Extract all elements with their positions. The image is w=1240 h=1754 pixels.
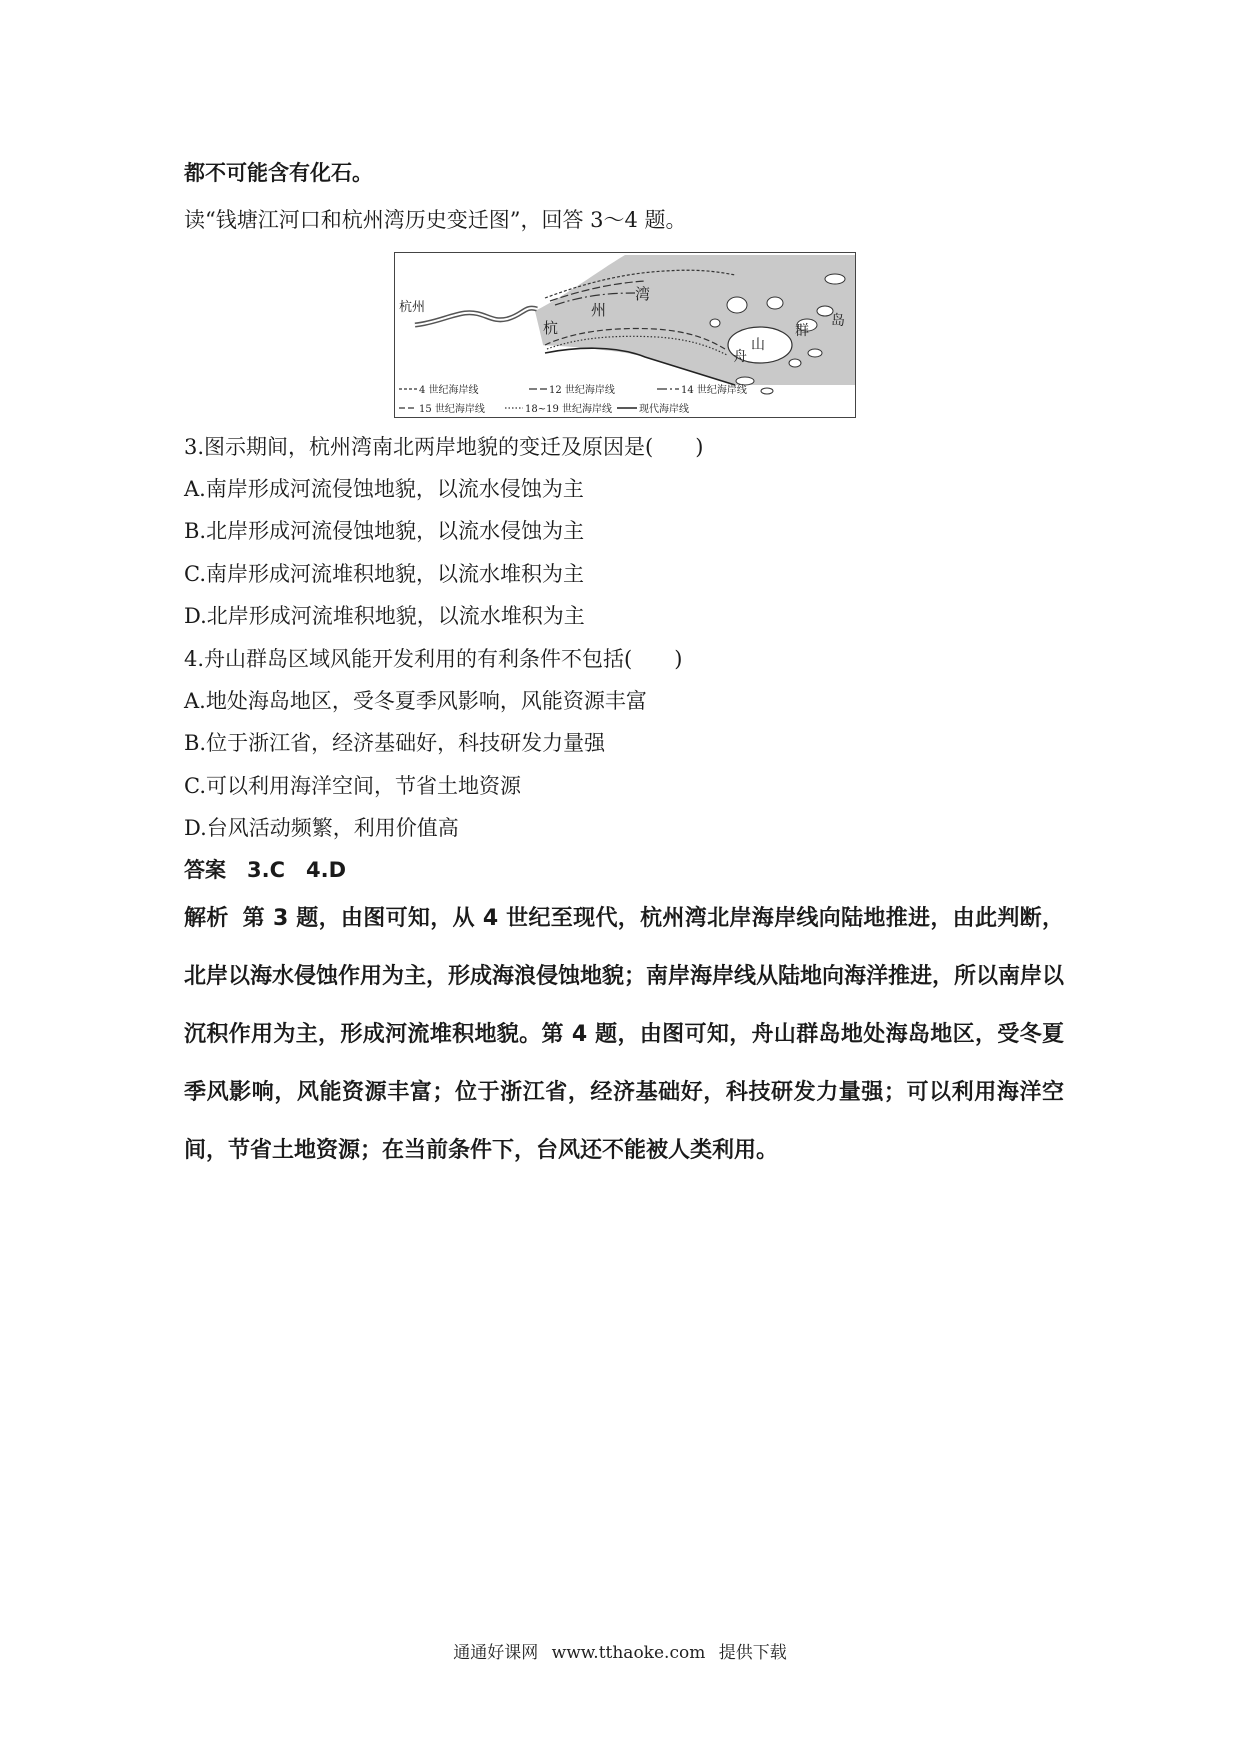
label-dao: 岛 [831,313,845,329]
label-zhou: 舟 [733,349,747,365]
label-qun: 群 [795,323,809,339]
answer-line: 答案 3.C 4.D [184,858,347,882]
question-4-stem: 4.舟山群岛区域风能开发利用的有利条件不包括( ) [184,647,683,671]
label-hangzhou-city: 杭州 [399,300,426,315]
page-footer [0,1638,1240,1663]
analysis-label: 解析 [184,906,229,931]
coastline-map [394,252,856,418]
legend-4th-century: 4 世纪海岸线 [419,385,479,396]
footer-site-name: 通通好课网 [453,1643,539,1663]
analysis-block [184,890,1064,1180]
legend-12th-century: 12 世纪海岸线 [549,385,615,396]
question-4-option-a: A.地处海岛地区，受冬夏季风影响，风能资源丰富 [184,689,647,713]
label-shan: 山 [751,337,765,353]
legend-modern: 现代海岸线 [639,404,689,415]
label-bay-wan: 湾 [635,285,651,303]
legend-14th-century: 14 世纪海岸线 [681,385,747,396]
legend-15th-century: 15 世纪海岸线 [419,404,485,415]
question-4-option-d: D.台风活动频繁，利用价值高 [184,816,459,840]
label-bay-hang: 杭 [543,319,559,337]
question-3-option-b: B.北岸形成河流侵蚀地貌，以流水侵蚀为主 [184,519,585,543]
footer-url[interactable]: www.tthaoke.com [551,1643,706,1663]
question-3-stem: 3.图示期间，杭州湾南北两岸地貌的变迁及原因是( ) [184,435,704,459]
analysis-text: 第 3 题，由图可知，从 4 世纪至现代，杭州湾北岸海岸线向陆地推进，由此判断，北岸以海水侵蚀作用为主，形成海浪侵蚀地貌；南岸海岸线从陆地向海洋推进，所以南岸以沉积作用为主，形成河流堆积地貌。第 4 题，由图可知，舟山群岛地处海岛地区，受冬夏季风影响，风能资源丰富；位于浙江省，经济基础好，科技研发力量强；可以利用海洋空间，节省土地资源；在当前条件下，台风还不能被人类利用。 [184,906,1065,1163]
label-bay-zhou: 州 [591,301,607,319]
question-4-option-c: C.可以利用海洋空间，节省土地资源 [184,774,521,798]
intro-tail: 都不可能含有化石。 [184,161,373,185]
legend-18-19th-century: 18~19 世纪海岸线 [525,404,613,415]
question-3-option-c: C.南岸形成河流堆积地貌，以流水堆积为主 [184,562,584,586]
question-prompt: 读“钱塘江河口和杭州湾历史变迁图”，回答 3～4 题。 [184,208,687,232]
question-4-option-b: B.位于浙江省，经济基础好，科技研发力量强 [184,731,606,755]
question-3-option-a: A.南岸形成河流侵蚀地貌，以流水侵蚀为主 [184,477,584,501]
footer-suffix: 提供下载 [718,1643,787,1663]
question-3-option-d: D.北岸形成河流堆积地貌，以流水堆积为主 [184,604,585,628]
qiantang-river [415,308,537,325]
